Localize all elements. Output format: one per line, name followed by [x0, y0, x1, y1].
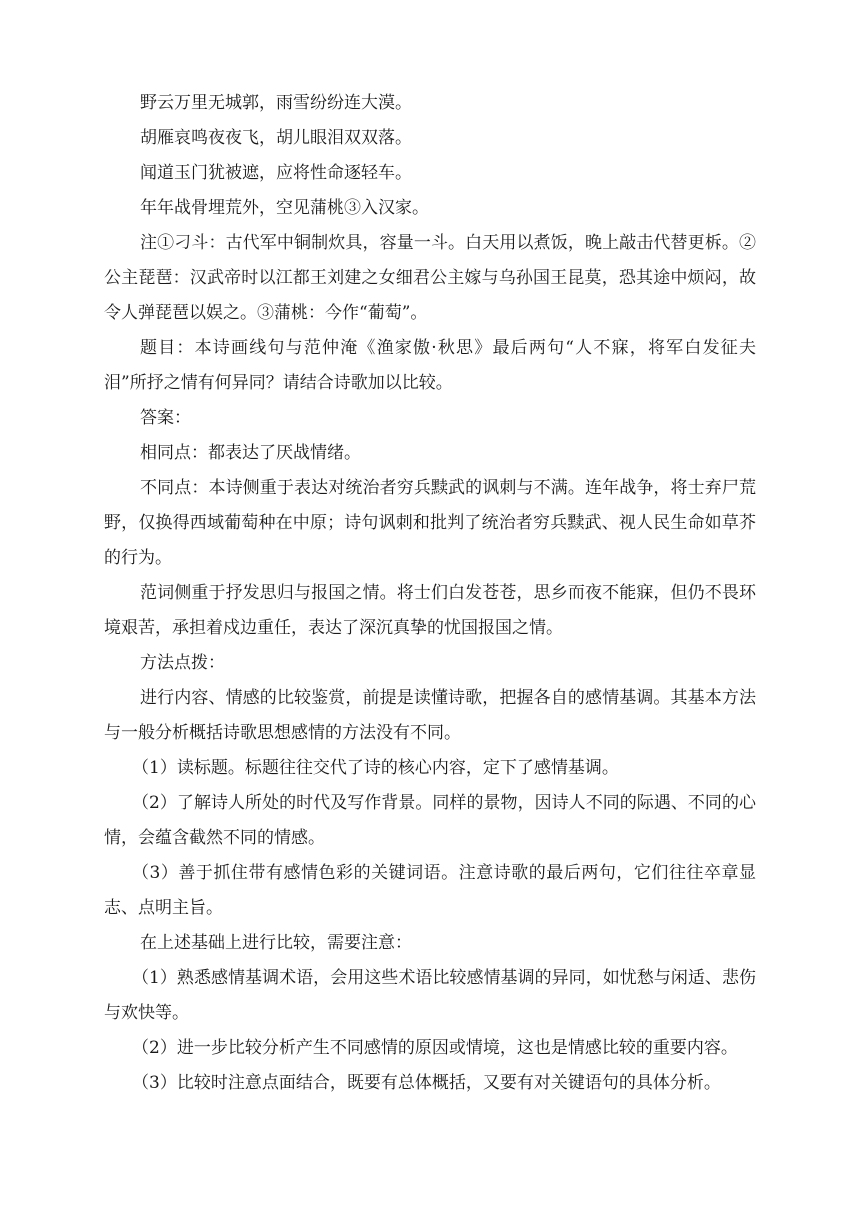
method-step: （3）善于抓住带有感情色彩的关键词语。注意诗歌的最后两句，它们往往卒章显志、点明主旨。	[104, 863, 756, 918]
poem-line: 闻道玉门犹被遮，应将性命逐轻车。	[140, 163, 412, 183]
answer-heading: 答案：	[140, 408, 191, 428]
method-intro: 进行内容、情感的比较鉴赏，前提是读懂诗歌，把握各自的感情基调。其基本方法与一般分析概括诗歌思想感情的方法没有不同。	[104, 688, 756, 743]
answer-fan-ci: 范词侧重于抒发思归与报国之情。将士们白发苍苍，思乡而夜不能寐，但仍不畏环境艰苦，承担着戍边重任，表达了深沉真挚的忧国报国之情。	[104, 583, 756, 638]
method-step: （1）读标题。标题往往交代了诗的核心内容，定下了感情基调。	[132, 758, 619, 778]
question: 题目：本诗画线句与范仲淹《渔家傲·秋思》最后两句“人不寐，将军白发征夫泪”所抒之情有何异同？请结合诗歌加以比较。	[104, 338, 756, 393]
method-heading: 方法点拨：	[140, 653, 225, 673]
compare-step: （1）熟悉感情基调术语，会用这些术语比较感情基调的异同，如忧愁与闲适、悲伤与欢快等。	[104, 968, 756, 1023]
compare-heading: 在上述基础上进行比较，需要注意：	[140, 933, 412, 953]
method-section	[104, 646, 756, 1101]
document-page	[104, 86, 756, 1101]
poem-line: 胡雁哀鸣夜夜飞，胡儿眼泪双双落。	[140, 128, 412, 148]
notes: 注①刁斗：古代军中铜制炊具，容量一斗。白天用以煮饭，晚上敲击代替更柝。②公主琵琶：汉武帝时以江都王刘建之女细君公主嫁与乌孙国王昆莫，恐其途中烦闷，故令人弹琵琶以娱之。③蒲桃：今作“葡萄”。	[104, 233, 756, 323]
method-step: （2）了解诗人所处的时代及写作背景。同样的景物，因诗人不同的际遇、不同的心情，会蕴含截然不同的情感。	[104, 793, 756, 848]
answer-section	[104, 401, 756, 646]
poem-line: 年年战骨埋荒外，空见蒲桃③入汉家。	[140, 198, 429, 218]
poem	[104, 86, 756, 226]
compare-step: （3）比较时注意点面结合，既要有总体概括，又要有对关键语句的具体分析。	[132, 1073, 721, 1093]
poem-line: 野云万里无城郭，雨雪纷纷连大漠。	[140, 93, 412, 113]
answer-difference: 不同点：本诗侧重于表达对统治者穷兵黩武的讽刺与不满。连年战争，将士弃尸荒野，仅换得西域葡萄种在中原；诗句讽刺和批判了统治者穷兵黩武、视人民生命如草芥的行为。	[104, 478, 756, 568]
answer-similarity: 相同点：都表达了厌战情绪。	[140, 443, 361, 463]
compare-step: （2）进一步比较分析产生不同感情的原因或情境，这也是情感比较的重要内容。	[132, 1038, 738, 1058]
